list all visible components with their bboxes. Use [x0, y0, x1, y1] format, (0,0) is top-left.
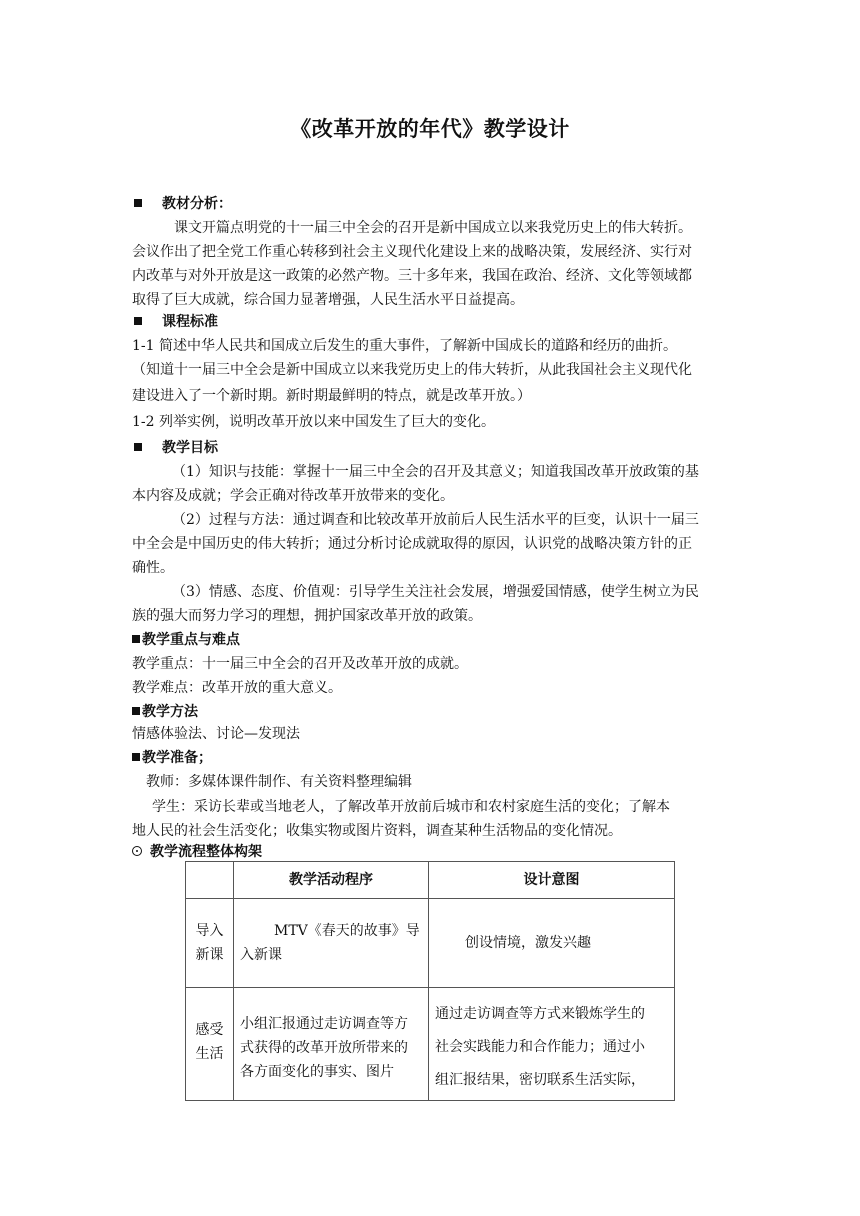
- prep-line: 学生：采访长辈或当地老人，了解改革开放前后城市和农村家庭生活的变化；了解本: [152, 799, 670, 815]
- intent-cell: [429, 988, 675, 1101]
- row-label-cell: [186, 988, 234, 1101]
- intent-cell: [429, 899, 675, 988]
- section-heading-keypoints: 教学重点与难点: [132, 628, 732, 652]
- row-label-line: 新课: [195, 947, 224, 963]
- table-header-cell: 教学活动程序: [234, 862, 429, 899]
- intent-line: 社会实践能力和合作能力；通过小: [435, 1039, 645, 1055]
- intent-line: 通过走访调查等方式来锻炼学生的: [435, 1006, 645, 1022]
- activity-cell: [234, 988, 429, 1101]
- intent-line: 组汇报结果，密切联系生活实际，: [435, 1072, 645, 1088]
- circled-dot-bullet-icon: [132, 846, 142, 856]
- section-heading-standard: 课程标准: [132, 310, 732, 334]
- prep-line: 教师：多媒体课件制作、有关资料整理编辑: [146, 774, 412, 790]
- standard-line: （知道十一届三中全会是新中国成立以来我党历史上的伟大转折，从此我国社会主义现代化: [132, 362, 692, 378]
- intent-line: 创设情境，激发兴趣: [465, 935, 591, 951]
- square-bullet-icon: [134, 199, 142, 207]
- table-header-cell: [186, 862, 234, 899]
- activity-line: 各方面变化的事实、图片: [240, 1064, 394, 1080]
- keypoints-line: 教学难点：改革开放的重大意义。: [132, 680, 342, 696]
- table-header-row: [186, 862, 675, 899]
- activity-cell: [234, 899, 429, 988]
- goals-line: 中全会是中国历史的伟大转折；通过分析讨论成就取得的原因，认识党的战略决策方针的正: [132, 536, 692, 552]
- analysis-line: 取得了巨大成就，综合国力显著增强，人民生活水平日益提高。: [132, 292, 524, 308]
- square-bullet-icon: [132, 753, 140, 761]
- analysis-line: 会议作出了把全党工作重心转移到社会主义现代化建设上来的战略决策，发展经济、实行对: [132, 244, 692, 260]
- row-label-line: 感受: [195, 1022, 224, 1038]
- row-label-line: 导入: [195, 923, 224, 939]
- analysis-line: 课文开篇点明党的十一届三中全会的召开是新中国成立以来我党历史上的伟大转折。: [174, 220, 692, 236]
- standard-line: 1-2 列举实例，说明改革开放以来中国发生了巨大的变化。: [132, 414, 495, 430]
- section-heading-prep: 教学准备；: [132, 746, 732, 770]
- standard-line: 1-1 简述中华人民共和国成立后发生的重大事件，了解新中国成长的道路和经历的曲折。: [132, 338, 677, 354]
- goals-line: （1）知识与技能：掌握十一届三中全会的召开及其意义；知道我国改革开放政策的基: [172, 464, 699, 480]
- goals-line: （2）过程与方法：通过调查和比较改革开放前后人民生活水平的巨变，认识十一届三: [172, 512, 699, 528]
- standard-line: 建设进入了一个新时期。新时期最鲜明的特点，就是改革开放。）: [132, 388, 531, 404]
- square-bullet-icon: [134, 443, 142, 451]
- method-line: 情感体验法、讨论—发现法: [132, 726, 300, 742]
- keypoints-line: 教学重点：十一届三中全会的召开及改革开放的成就。: [132, 656, 468, 672]
- row-label-cell: [186, 899, 234, 988]
- activity-line: MTV《春天的故事》导: [274, 923, 420, 939]
- goals-line: 族的强大而努力学习的理想，拥护国家改革开放的政策。: [132, 608, 482, 624]
- section-heading-flow: 教学流程整体构架: [132, 840, 732, 864]
- goals-line: （3）情感、态度、价值观：引导学生关注社会发展，增强爱国情感，使学生树立为民: [172, 584, 699, 600]
- section-heading-method: 教学方法: [132, 700, 732, 724]
- square-bullet-icon: [132, 635, 140, 643]
- prep-line: 地人民的社会生活变化；收集实物或图片资料，调查某种生活物品的变化情况。: [132, 823, 622, 839]
- goals-line: 本内容及成就；学会正确对待改革开放带来的变化。: [132, 488, 454, 504]
- section-heading-goals: 教学目标: [132, 436, 732, 460]
- document-title: 《改革开放的年代》教学设计: [290, 117, 570, 141]
- section-heading-analysis: 教材分析：: [132, 192, 732, 216]
- teaching-flow-table: [185, 861, 675, 1101]
- table-row: [186, 899, 675, 988]
- row-label-line: 生活: [195, 1046, 224, 1062]
- table-header-cell: 设计意图: [429, 862, 675, 899]
- square-bullet-icon: [132, 707, 140, 715]
- square-bullet-icon: [134, 317, 142, 325]
- goals-line: 确性。: [132, 560, 174, 576]
- activity-line: 式获得的改革开放所带来的: [240, 1040, 408, 1056]
- activity-line: 小组汇报通过走访调查等方: [240, 1016, 408, 1032]
- table-row: [186, 988, 675, 1101]
- analysis-line: 内改革与对外开放是这一政策的必然产物。三十多年来，我国在政治、经济、文化等领域都: [132, 268, 692, 284]
- activity-line: 入新课: [240, 947, 282, 963]
